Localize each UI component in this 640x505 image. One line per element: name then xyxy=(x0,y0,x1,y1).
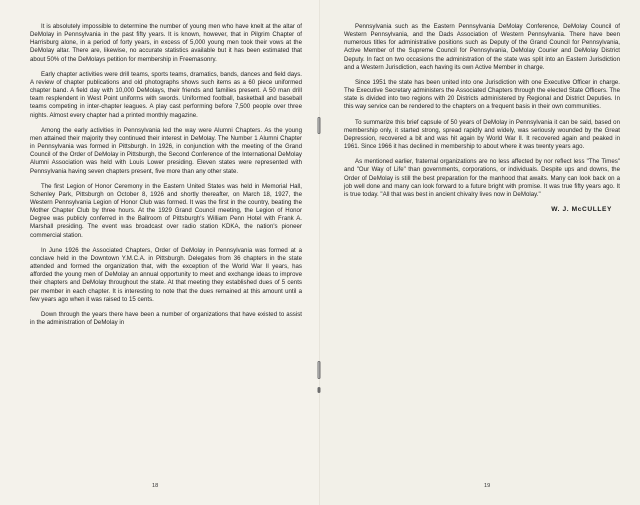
paragraph: Early chapter activities were drill teams, sports teams, dramatics, bands, dances and field days. A review of chapter publications and old photographs shows such items as a 60 piece uniformed chapter band. A field day with 10,000 DeMolays, their friends and families present. A 50 man drill team resplendent in West Point uniforms with swords. Uniformed football, basketball and baseball teams competing in inter-chapter leagues. A play cast performing before 7,500 people over three nights. Almost every chapter had a printed monthly magazine. xyxy=(30,70,302,119)
paragraph: It is absolutely impossible to determine the number of young men who have knelt at the altar of DeMolay in Pennsylvania in the past fifty years. It is known, however, that in Pilgrim Chapter of Harrisburg alone, in a period of forty years, in excess of 5,000 young men took their vows at the DeMolay altar. There are, likewise, no accurate statistics available but it has been estimated that about 50% of the DeMolays petition for membership in Freemasonry. xyxy=(30,23,302,63)
paragraph: Since 1951 the state has been united into one Jurisdiction with one Executive Officer in charge. The Executive Secretary administers the Associated Chapters through the elected State Officers. The state is divided into two regions with 20 Districts administered by Regional and District Deputies. In this way service can be rendered to the chapters on a frequent basis in their own communities. xyxy=(344,78,620,111)
right-page-text-column xyxy=(344,23,620,213)
paragraph: In June 1926 the Associated Chapters, Order of DeMolay in Pennsylvania was formed at a conclave held in the Downtown Y.M.C.A. in Pittsburgh. Delegates from 36 chapters in the state attended and formed the organization that, with the exception of the World War II years, has afforded the young men of DeMolay an annual opportunity to meet and exchange ideas to improve their chapters and DeMolay throughout the state. At that meeting they established dues of 5 cents per member in each chapter. It is interesting to note that the dues remained at this amount until a few years ago when it was raised to 15 cents. xyxy=(30,246,302,303)
paragraph: As mentioned earlier, fraternal organizations are no less affected by nor reflect less "The Times" and "Our Way of Life" than governments, corporations, or individuals. Despite ups and downs, the Order of DeMolay is still the best preparation for the manhood that awaits. Many can look back on a job well done and many can look forward to a future bright with promise. It was true fifty years ago. It is true today. "All that was best in ancient chivalry lives now in DeMolay." xyxy=(344,158,620,198)
paragraph: Pennsylvania such as the Eastern Pennsylvania DeMolay Conference, DeMolay Council of Western Pennsylvania, and the Dads Association of Western Pennsylvania. There have been numerous titles for administrative positions such as Deputy of the Grand Council for Pennsylvania, Active Member of the Supreme Council for Pennsylvania, DeMolay Courier and DeMolay District Deputy. In fact on two occasions the administration of the state was split into an Eastern Jurisdiction and a Western Jurisdiction, each having its own Active Member in charge. xyxy=(344,23,620,71)
author-signature: W. J. McCULLEY xyxy=(551,205,612,213)
staple-top-icon xyxy=(314,116,324,136)
left-page-text-column xyxy=(30,23,302,334)
page-number-left: 18 xyxy=(152,483,159,489)
staple-bottom-icon xyxy=(314,360,324,396)
right-page xyxy=(320,0,640,505)
paragraph: The first Legion of Honor Ceremony in the Eastern United States was held in Memorial Hall, Schenley Park, Pittsburgh on October 8, 1926 and shortly thereafter, on March 18, 1927, the Western Pennsylvania Legion of Honor Club was formed. It was the first in the country, beating the Mother Chapter Club by three hours. At the 1929 Grand Council meeting, the Legion of Honor Degree was publicly conferred in the Ballroom of Pittsburgh's William Penn Hotel with Frank A. Marshall presiding. The event was broadcast over radio station KDKA, the nation's pioneer commercial station. xyxy=(30,182,302,239)
paragraph: Among the early activities in Pennsylvania led the way were Alumni Chapters. As the young men attained their majority they continued their interest in DeMolay. The Number 1 Alumni Chapter in Pennsylvania was formed in Pittsburgh. In 1926, in conjunction with the meeting of the Grand Council of the Order of DeMolay in Pittsburgh, the Second Conference of the International DeMolay Alumni Association was held with Louis Lower presiding. Eleven states were represented with Pennsylvania having seven chapters present, five more than any other state. xyxy=(30,126,302,175)
paragraph: Down through the years there have been a number of organizations that have existed to assist in the administration of DeMolay in xyxy=(30,310,302,326)
paragraph: To summarize this brief capsule of 50 years of DeMolay in Pennsylvania it can be said, based on membership only, it started strong, spread rapidly and widely, was seriously wounded by the Great Depression, recovered a bit and was hit again by World War II. It recovered again and peaked in 1961. Since 1966 it has declined in membership to about where it was twenty years ago. xyxy=(344,118,620,151)
page-number-right: 19 xyxy=(484,483,491,489)
